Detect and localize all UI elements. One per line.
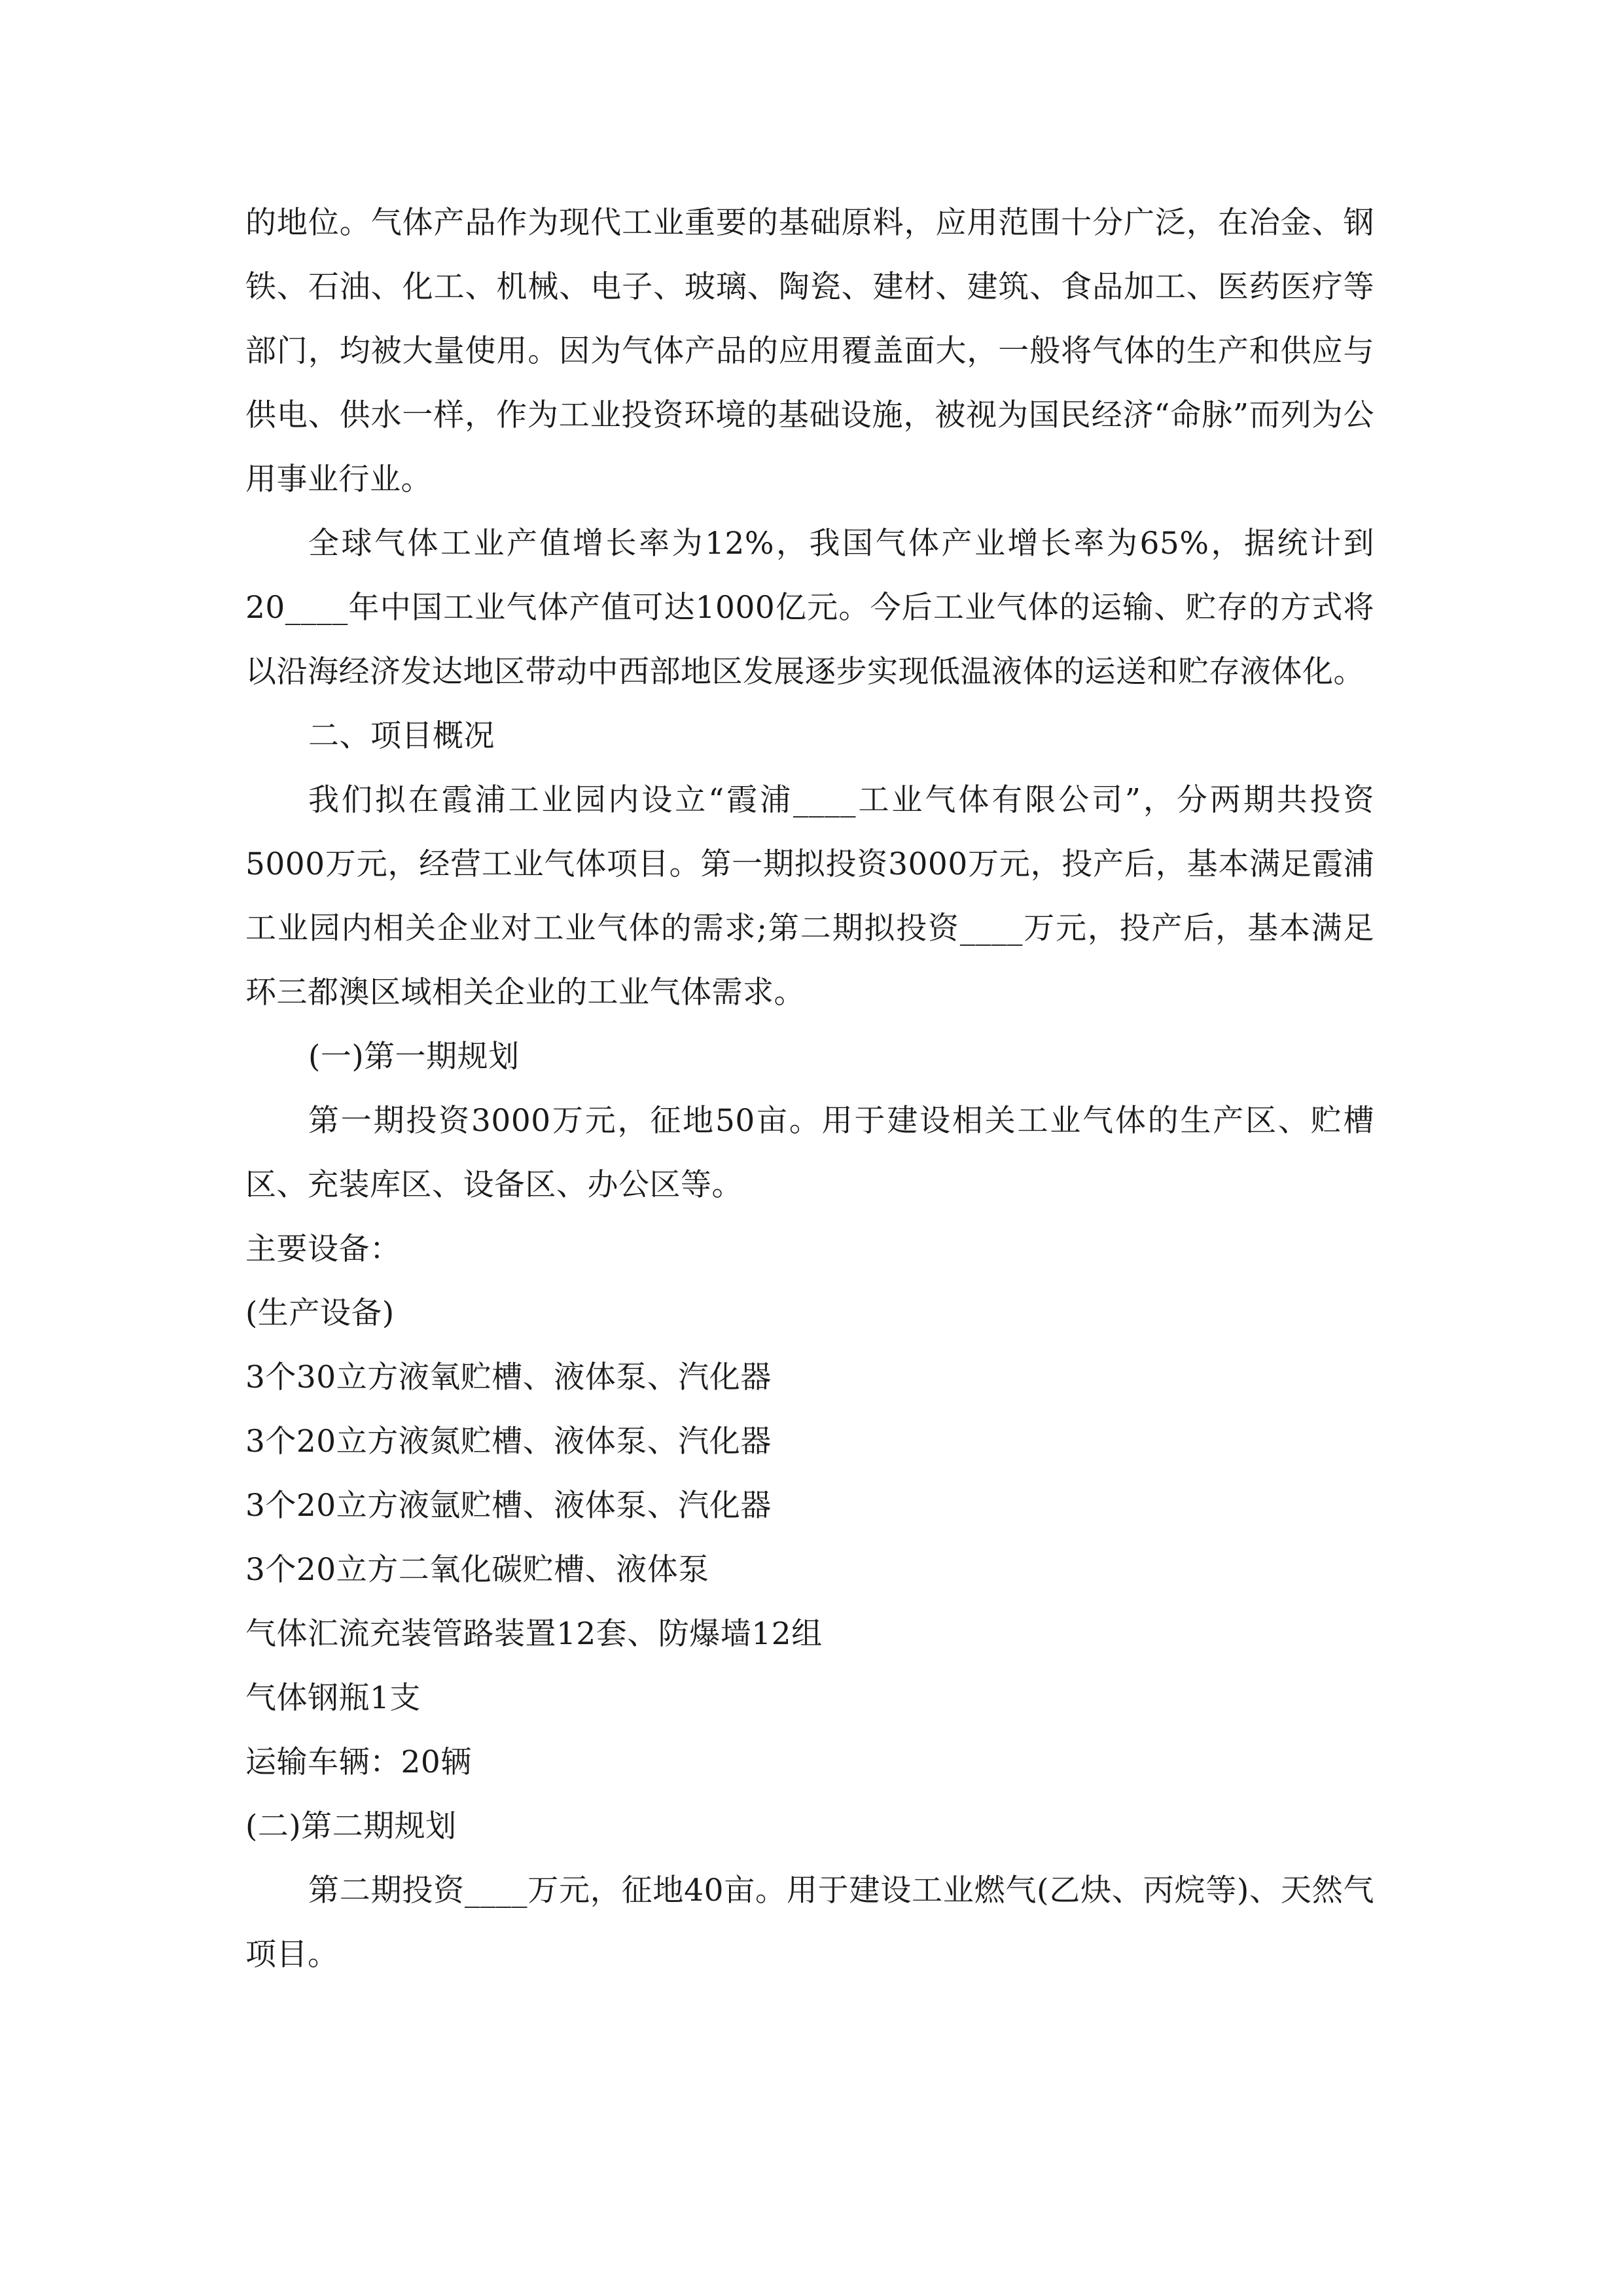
label-production-equipment: (生产设备) (245, 1295, 395, 1331)
equipment-item-liquid-oxygen: 3个30立方液氧贮槽、液体泵、汽化器 (245, 1359, 772, 1395)
equipment-item-liquid-argon: 3个20立方液氩贮槽、液体泵、汽化器 (245, 1488, 772, 1524)
heading-project-overview: 二、项目概况 (308, 718, 495, 754)
paragraph-gas-industry-status: 的地位。气体产品作为现代工业重要的基础原料，应用范围十分广泛，在冶金、钢铁、石油、化工、机械、电子、玻璃、陶瓷、建材、建筑、食品加工、医药医疗等部门，均被大量使用。因为气体产品的应用覆盖面大，一般将气体的生产和供应与供电、供水一样，作为工业投资环境的基础设施，被视为国民经济“命脉”而列为公用事业行业。 (245, 205, 1374, 497)
equipment-item-liquid-nitrogen: 3个20立方液氮贮槽、液体泵、汽化器 (245, 1424, 772, 1460)
heading-phase-one: (一)第一期规划 (308, 1039, 520, 1075)
document-body (245, 191, 1374, 1987)
paragraph-phase-one-investment: 第一期投资3000万元，征地50亩。用于建设相关工业气体的生产区、贮槽区、充装库区、设备区、办公区等。 (245, 1103, 1374, 1203)
label-main-equipment: 主要设备： (245, 1231, 401, 1267)
paragraph-growth-rate: 全球气体工业产值增长率为12%，我国气体产业增长率为65%，据统计到20____年中国工业气体产值可达1000亿元。今后工业气体的运输、贮存的方式将以沿海经济发达地区带动中西部地区发展逐步实现低温液体的运送和贮存液体化。 (245, 526, 1374, 690)
heading-phase-two: (二)第二期规划 (245, 1808, 457, 1844)
paragraph-company-setup: 我们拟在霞浦工业园内设立“霞浦____工业气体有限公司”，分两期共投资5000万元，经营工业气体项目。第一期拟投资3000万元，投产后，基本满足霞浦工业园内相关企业对工业气体的需求;第二期拟投资____万元，投产后，基本满足环三都澳区域相关企业的工业气体需求。 (245, 782, 1374, 1011)
equipment-item-vehicles: 运输车辆：20辆 (245, 1744, 472, 1780)
paragraph-phase-two-investment: 第二期投资____万元，征地40亩。用于建设工业燃气(乙炔、丙烷等)、天然气项目。 (245, 1873, 1374, 1973)
equipment-item-carbon-dioxide: 3个20立方二氧化碳贮槽、液体泵 (245, 1552, 709, 1588)
equipment-item-manifold: 气体汇流充装管路装置12套、防爆墙12组 (245, 1616, 823, 1652)
equipment-item-gas-cylinder: 气体钢瓶1支 (245, 1680, 421, 1716)
